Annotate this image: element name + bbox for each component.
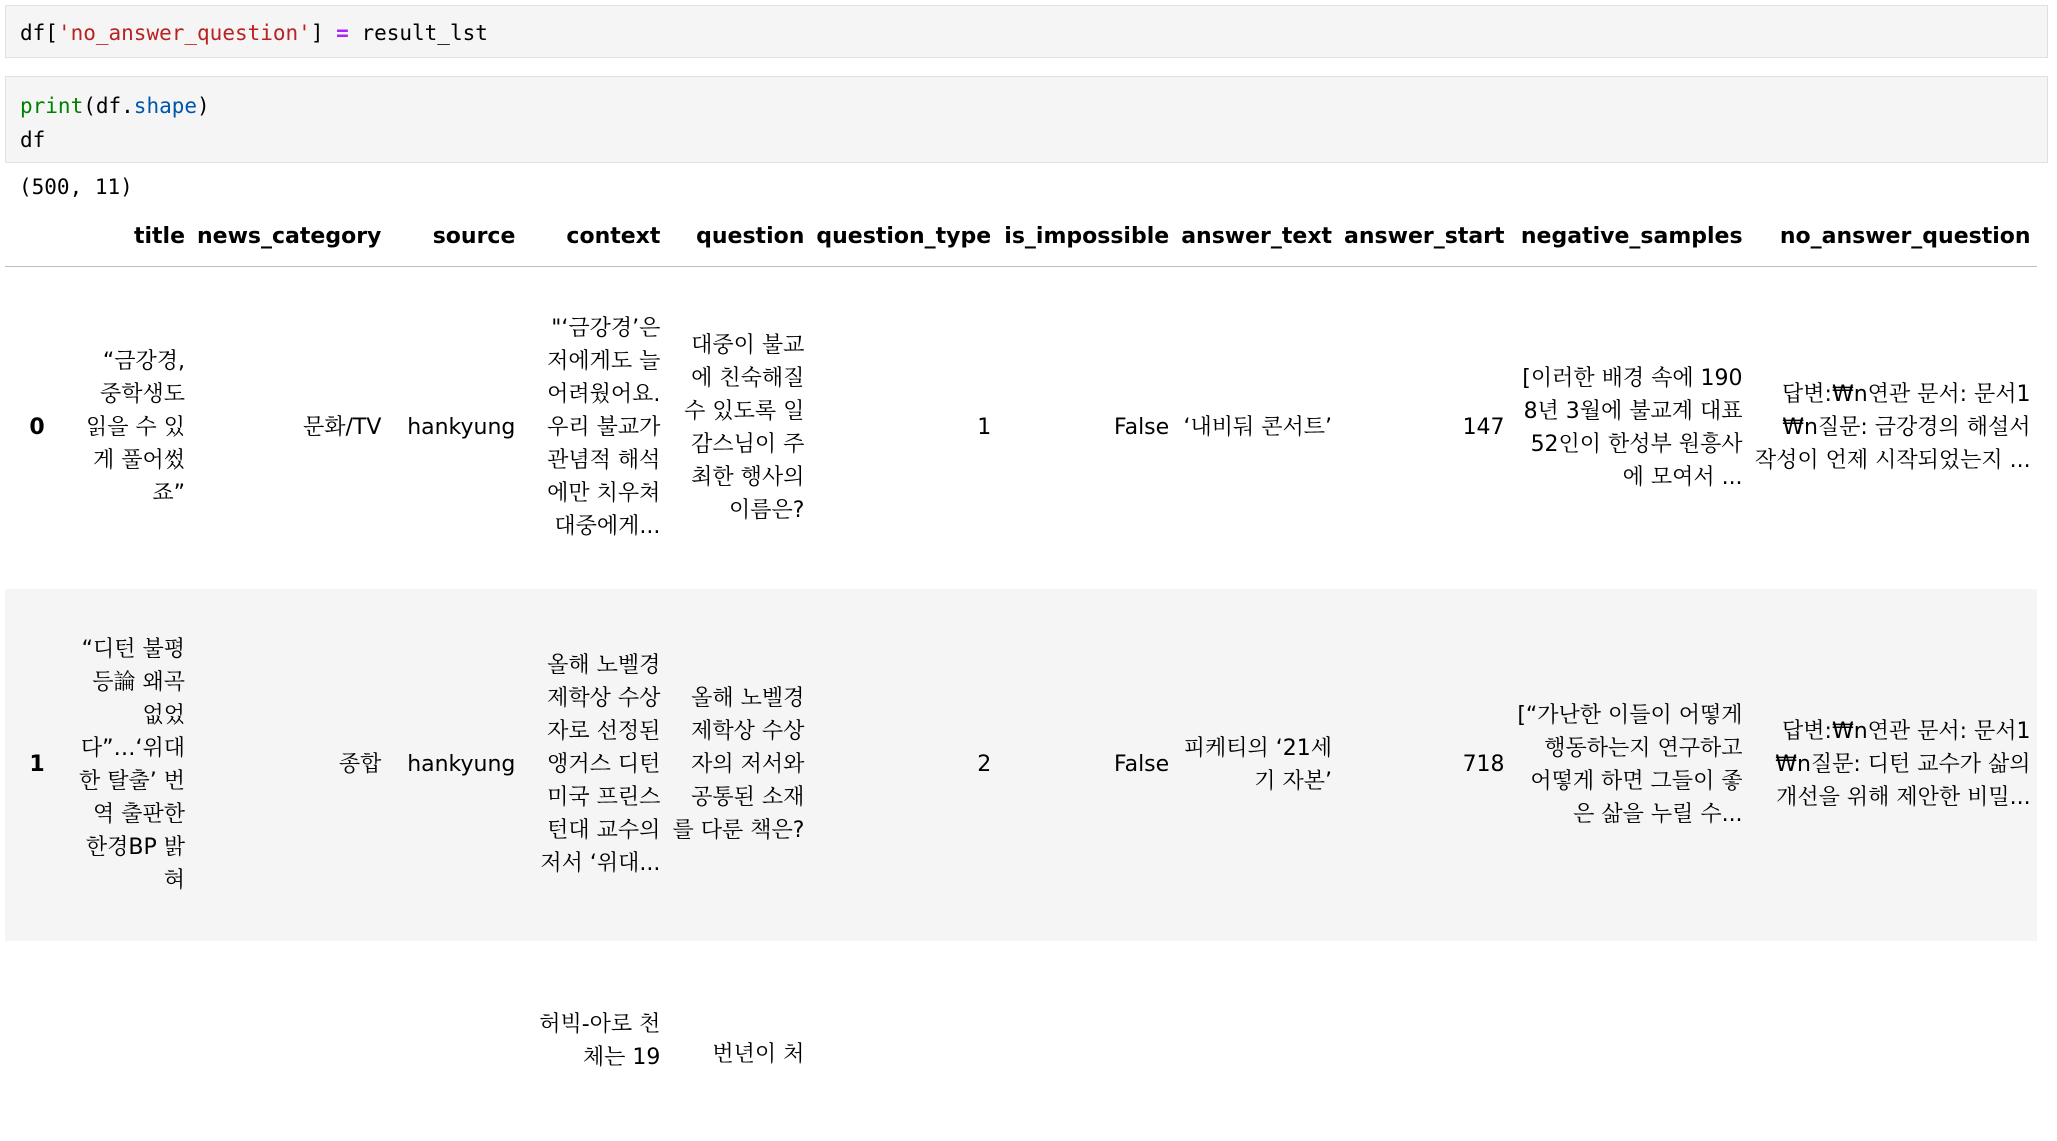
cell-no-answer-question: 답변:₩n연관 문서: 문서1 ₩n질문: 디턴 교수가 삶의 개선을 위해 제안한 비밀... (1775, 719, 2031, 810)
cell-context: "‘금강경’은 저에게도 늘 어려웠어요. 우리 불교가 관념적 해석에만 치우쳐 대중에게... (547, 316, 661, 540)
header-negative-samples: negative_samples (1511, 212, 1749, 267)
header-index (5, 212, 69, 267)
header-row (5, 212, 2037, 267)
cell-context: 허빅-아로 천체는 19 (539, 1011, 661, 1070)
cell-source: hankyung (407, 415, 516, 441)
cell-title: “금강경, 중학생도 읽을 수 있게 풀어썼죠” (86, 349, 185, 507)
code-bracket-close: ] (310, 21, 324, 45)
header-title: title (69, 212, 191, 267)
cell-source: hankyung (407, 752, 516, 777)
dataframe-table (5, 212, 2037, 1141)
code-df-line: df (20, 128, 46, 152)
cell-answer-start (1338, 941, 1511, 1141)
dataframe-output[interactable] (5, 212, 2048, 1070)
cell-is-impossible: False (1113, 415, 1170, 441)
cell-question: 번년이 처 (712, 1042, 805, 1067)
row-index: 1 (29, 752, 45, 777)
cell-answer-text: 피케티의 ‘21세기 자본’ (1183, 735, 1333, 794)
code-cell-print[interactable] (5, 76, 2048, 163)
row-index (5, 941, 69, 1141)
cell-question-type: 1 (977, 415, 992, 441)
table-row (5, 267, 2037, 589)
code-print-func: print (20, 94, 84, 118)
cell-answer-text: ‘내비둬 콘서트’ (1183, 415, 1333, 441)
header-is-impossible: is_impossible (997, 212, 1175, 267)
header-question: question (666, 212, 810, 267)
header-answer-start: answer_start (1338, 212, 1511, 267)
code-bracket-open: [ (45, 21, 58, 45)
table-row (5, 589, 2037, 941)
cell-answer-text (1175, 941, 1338, 1141)
cell-negative-samples: [“가난한 이들이 어떻게 행동하는지 연구하고 어떻게 하면 그들이 좋은 삶을 누릴 수... (1517, 702, 1743, 827)
cell-question: 올해 노벨경제학상 수상자의 저서와 공통된 소재를 다룬 책은? (672, 686, 805, 843)
code-cell-assign[interactable] (5, 5, 2048, 58)
cell-negative-samples: [이러한 배경 속에 1908년 3월에 불교계 대표 52인이 한성부 원흥사에 모여서 ... (1522, 365, 1743, 490)
code-rhs: result_lst (361, 21, 488, 45)
cell-news-category: 종합 (338, 752, 382, 777)
cell-news-category (191, 941, 387, 1141)
cell-no-answer-question: 답변:₩n연관 문서: 문서1 ₩n질문: 금강경의 해설서 작성이 언제 시작되었는지 ... (1754, 382, 2031, 474)
cell-no-answer-question (1749, 941, 2037, 1141)
header-news-category: news_category (191, 212, 387, 267)
code-print-close: ) (197, 94, 210, 118)
code-var: df (20, 21, 46, 45)
cell-question-type (810, 941, 997, 1141)
cell-answer-start: 718 (1462, 752, 1505, 777)
cell-is-impossible (997, 941, 1175, 1141)
table-row (5, 941, 2037, 1141)
cell-negative-samples (1511, 941, 1749, 1141)
header-answer-text: answer_text (1175, 212, 1338, 267)
code-operator: = (336, 21, 349, 45)
cell-title: “디턴 불평등論 왜곡 없었다”…‘위대한 탈출’ 번역 출판한 한경BP 밝혀 (79, 636, 185, 893)
code-shape-attr: shape (133, 94, 198, 118)
cell-context: 올해 노벨경제학상 수상자로 선정된 앵거스 디턴 미국 프린스턴대 교수의 저서 ‘위대... (540, 653, 661, 876)
cell-source (387, 941, 521, 1141)
cell-question: 대중이 불교에 친숙해질 수 있도록 일감스님이 주최한 행사의 이름은? (684, 332, 805, 523)
cell-question-type: 2 (977, 752, 992, 777)
output-shape: (500, 11) (19, 175, 133, 199)
header-context: context (521, 212, 666, 267)
cell-is-impossible: False (1113, 752, 1170, 777)
cell-answer-start: 147 (1462, 415, 1505, 441)
row-index: 0 (29, 415, 45, 441)
code-key-string: 'no_answer_question' (57, 21, 311, 45)
header-question-type: question_type (810, 212, 997, 267)
header-source: source (387, 212, 521, 267)
code-print-open: (df. (83, 94, 134, 118)
cell-title (69, 941, 191, 1141)
header-no-answer-question: no_answer_question (1749, 212, 2037, 267)
cell-news-category: 문화/TV (302, 415, 382, 441)
